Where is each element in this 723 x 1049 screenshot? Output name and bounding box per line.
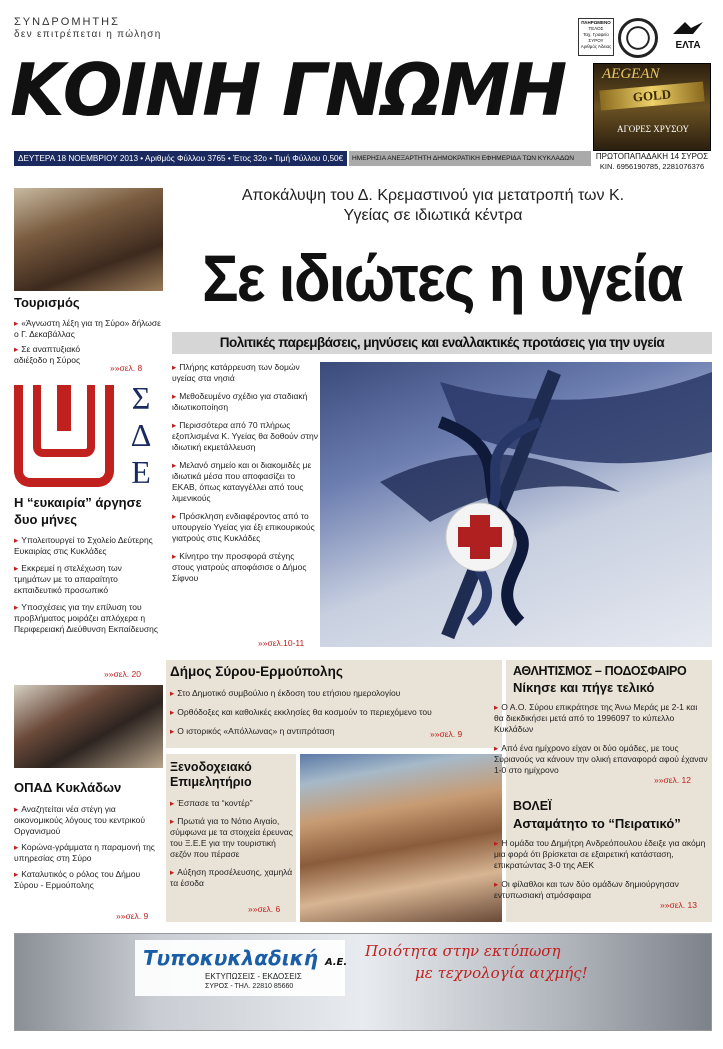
main-subhead: Πολιτικές παρεμβάσεις, μηνύσεις και εναλλακτικές προτάσεις για την υγεία	[172, 332, 712, 354]
ad-brand-suffix: Α.Ε.	[324, 957, 348, 968]
list-item: ▸ Περισσότερα από 70 πλήρως εξοπλισμένα Κ. Υγείας θα δοθούν στην ιδιωτική εκμετάλλευση	[172, 420, 318, 453]
volley-title: Ασταμάτητο το “Πειρατικό”	[513, 816, 681, 831]
list-item: ▸ Αναζητείται νέα στέγη για οικονομικούς λόγους του κεντρικού Οργανισμού	[14, 804, 166, 837]
not-for-sale-label: δεν επιτρέπεται η πώληση	[14, 29, 162, 40]
list-item: ▸ Σε αναπτυξιακό αδιέξοδο η Σύρος	[14, 344, 114, 366]
sports-title: Νίκησε και πήγε τελικό	[513, 680, 655, 695]
postage-line: Αριθμός Άδειας	[580, 44, 612, 49]
sports-list	[494, 702, 709, 776]
hotel-page-ref[interactable]: »» σελ. 6	[248, 904, 280, 914]
journalists-seal-icon	[618, 18, 658, 58]
list-item: ▸ Πλήρης κατάρρευση των δομών υγείας στα νησιά	[172, 362, 318, 384]
gold-banner: GOLD	[599, 82, 704, 111]
postage-line: Ταχ. Γραφείο	[583, 32, 609, 37]
tourism-list	[14, 318, 166, 366]
subscriber-label: ΣΥΝΔΡΟΜΗΤΗΣ	[14, 16, 120, 28]
list-item: ▸ Η ομάδα του Δημήτρη Ανδρεόπουλου έδειξε για ακόμη μια φορά ότι βρίσκεται σε εξαιρετική κατάσταση, επικρατώντας 3-0 της ΑΕΚ	[494, 838, 709, 871]
list-item: ▸ Στο Δημοτικό συμβούλιο η έκδοση του ετήσιου ημερολογίου	[170, 688, 496, 699]
dimos-title: Δήμος Σύρου-Ερμούπολης	[170, 664, 343, 679]
dateline-bar: ΔΕΥΤΕΡΑ 18 ΝΟΕΜΒΡΙΟΥ 2013 • Αριθμός Φύλλου 3765 • Έτος 32ο • Τιμή Φύλλου 0,50€	[14, 151, 347, 166]
list-item: ▸ Εκκρεμεί η στελέχωση των τμημάτων με το απαραίτητο εκπαιδευτικό προσωπικό	[14, 563, 134, 596]
hotel-list	[170, 798, 295, 889]
list-item: ▸ Έσπασε τα “κοντέρ”	[170, 798, 295, 809]
opad-list	[14, 804, 166, 891]
sde-logo	[14, 385, 114, 487]
list-item: ▸ Οι φίλαθλοι και των δύο ομάδων δημιούργησαν εντυπωσιακή ατμόσφαιρα	[494, 879, 709, 901]
hotel-title: Ξενοδοχειακό Επιμελητήριο	[170, 760, 252, 789]
list-item: ▸ Καταλυτικός ο ρόλος του Δήμου Σύρου - Ερμούπολης	[14, 869, 166, 891]
main-headline: Σε ιδιώτες η υγεία	[202, 241, 682, 315]
sde-inner-frame	[33, 385, 95, 457]
postage-paid-box	[578, 18, 614, 56]
ad-brand	[143, 946, 347, 970]
ad-services: ΕΚΤΥΠΩΣΕΙΣ - ΕΚΔΟΣΕΙΣ	[205, 972, 302, 981]
list-item: ▸ Αύξηση προσέλευσης, χαμηλά τα έσοδα	[170, 867, 295, 889]
tourists-photo	[300, 754, 502, 922]
aegean-brand: AEGEAN	[602, 66, 660, 82]
aegean-phone: ΚΙΝ. 6956190785, 2281076376	[599, 162, 705, 171]
sports-page-ref[interactable]: »» σελ. 12	[654, 775, 691, 785]
opad-photo	[14, 685, 163, 768]
typokykladiki-ad[interactable]	[14, 933, 712, 1031]
council-photo	[14, 188, 163, 291]
volley-kicker: ΒΟΛΕΪ	[513, 799, 552, 813]
caduceus-icon	[320, 362, 712, 647]
main-bullet-list	[172, 362, 318, 584]
dimos-page-ref[interactable]: »» σελ. 9	[430, 729, 462, 739]
aegean-gold-ad[interactable]	[593, 63, 711, 151]
list-item: ▸ Μεθοδευμένο σχέδιο για σταδιακή ιδιωτικοποίηση	[172, 391, 318, 413]
ad-brand-name: Τυποκυκλαδική	[143, 946, 319, 970]
buy-gold-label: ΑΓΟΡΕΣ ΧΡΥΣΟΥ	[617, 124, 689, 134]
sports-kicker: ΑΘΛΗΤΙΣΜΟΣ – ΠΟΔΟΣΦΑΙΡΟ	[513, 664, 687, 678]
sde-letter: Δ	[130, 417, 152, 453]
sde-title: Η “ευκαιρία” άργησε δυο μήνες	[14, 495, 142, 527]
main-kicker: Αποκάλυψη του Δ. Κρεμαστινού για μετατροπή των Κ. Υγείας σε ιδιωτικά κέντρα	[241, 187, 625, 224]
sde-letters	[126, 380, 156, 491]
list-item: ▸ Κορώνα-γράμματα η παραμονή της υπηρεσίας στη Σύρο	[14, 842, 166, 864]
tourism-page-ref[interactable]: »» σελ. 8	[110, 363, 142, 373]
elta-label: ΕΛΤΑ	[675, 40, 701, 51]
tagline-bar: ΗΜΕΡΗΣΙΑ ΑΝΕΞΑΡΤΗΤΗ ΔΗΜΟΚΡΑΤΙΚΗ ΕΦΗΜΕΡΙΔΑ ΤΩΝ ΚΥΚΛΑΔΩΝ	[349, 151, 591, 166]
sde-letter: Σ	[131, 380, 151, 416]
tourism-title: Τουρισμός	[14, 295, 80, 310]
volley-page-ref[interactable]: »» σελ. 13	[660, 900, 697, 910]
postage-line: ΣΥΡΟΥ	[588, 38, 604, 43]
ad-address: ΣΥΡΟΣ - ΤΗΛ. 22810 85660	[205, 983, 294, 990]
postage-line: ΤΕΛΟΣ	[588, 26, 604, 31]
opad-title: ΟΠΑΔ Κυκλάδων	[14, 780, 122, 795]
list-item: ▸ Από ένα ημίχρονο είχαν οι δύο ομάδες, με τους Συριανούς να κάνουν την ολική επαναφορά αφού έχαναν 1-0 στο ημίχρονο	[494, 743, 709, 776]
sde-letter: Ε	[131, 454, 151, 490]
list-item: ▸ Μελανό σημείο και οι διακομιδές με ιδιωτικά μέσα που αποφασίζει το ΕΚΑΒ, όπως καταγγέλλει από τους λιμενικούς	[172, 460, 318, 504]
list-item: ▸ Ο ιστορικός «Απόλλωνας» η αντιπρόταση	[170, 726, 496, 737]
postage-line: ΠΛΗΡΩΜΕΝΟ	[581, 20, 611, 25]
sde-list	[14, 535, 166, 635]
ad-slogan-1: Ποιότητα στην εκτύπωση	[365, 942, 561, 960]
list-item: ▸ «Άγνωστη λέξη για τη Σύρο» δήλωσε ο Γ. Δεκαβάλλας	[14, 318, 166, 340]
aegean-address: ΠΡΩΤΟΠΑΠΑΔΑΚΗ 14 ΣΥΡΟΣ	[595, 152, 709, 161]
list-item: ▸ Υποσχέσεις για την επίλυση του προβλήματος μοιράζει απλόχερα η Περιφερειακή Διεύθυνση Εκπαίδευσης	[14, 602, 166, 635]
list-item: ▸ Πρωτιά για το Νότιο Αιγαίο, σύμφωνα με τα στοιχεία έρευνας του Ξ.Ε.Ε για την τουριστική σεζόν που πέρασε	[170, 816, 295, 860]
list-item: ▸ Ο Α.Ο. Σύρου επικράτησε της Άνω Μεράς με 2-1 και θα διεκδικήσει μετά από το 1996097 το κύπελλο Κυκλάδων	[494, 702, 709, 735]
ad-slogan-2: με τεχνολογία αιχμής!	[415, 964, 588, 982]
list-item: ▸ Υπολειτουργεί το Σχολείο Δεύτερης Ευκαιρίας στις Κυκλάδες	[14, 535, 166, 557]
list-item: ▸ Κίνητρο την προσφορά στέγης στους γιατρούς αποφάσισε ο Δήμος Σίφνου	[172, 551, 318, 584]
elta-logo-icon	[668, 20, 708, 56]
list-item: ▸ Ορθόδοξες και καθολικές εκκλησίες θα κοσμούν το περιεχόμενο του	[170, 707, 496, 718]
sde-page-ref[interactable]: »» σελ. 20	[104, 669, 141, 679]
caduceus-image	[320, 362, 712, 647]
newspaper-title: ΚΟΙΝΗ ΓΝΩΜΗ	[10, 48, 566, 132]
opad-page-ref[interactable]: »» σελ. 9	[116, 911, 148, 921]
main-page-ref[interactable]: »» σελ.10-11	[258, 638, 304, 648]
volley-list	[494, 838, 709, 901]
list-item: ▸ Πρόσκληση ενδιαφέροντος από το υπουργείο Υγείας για έξι επικουρικούς γιατρούς στις Κυκλάδες	[172, 511, 318, 544]
